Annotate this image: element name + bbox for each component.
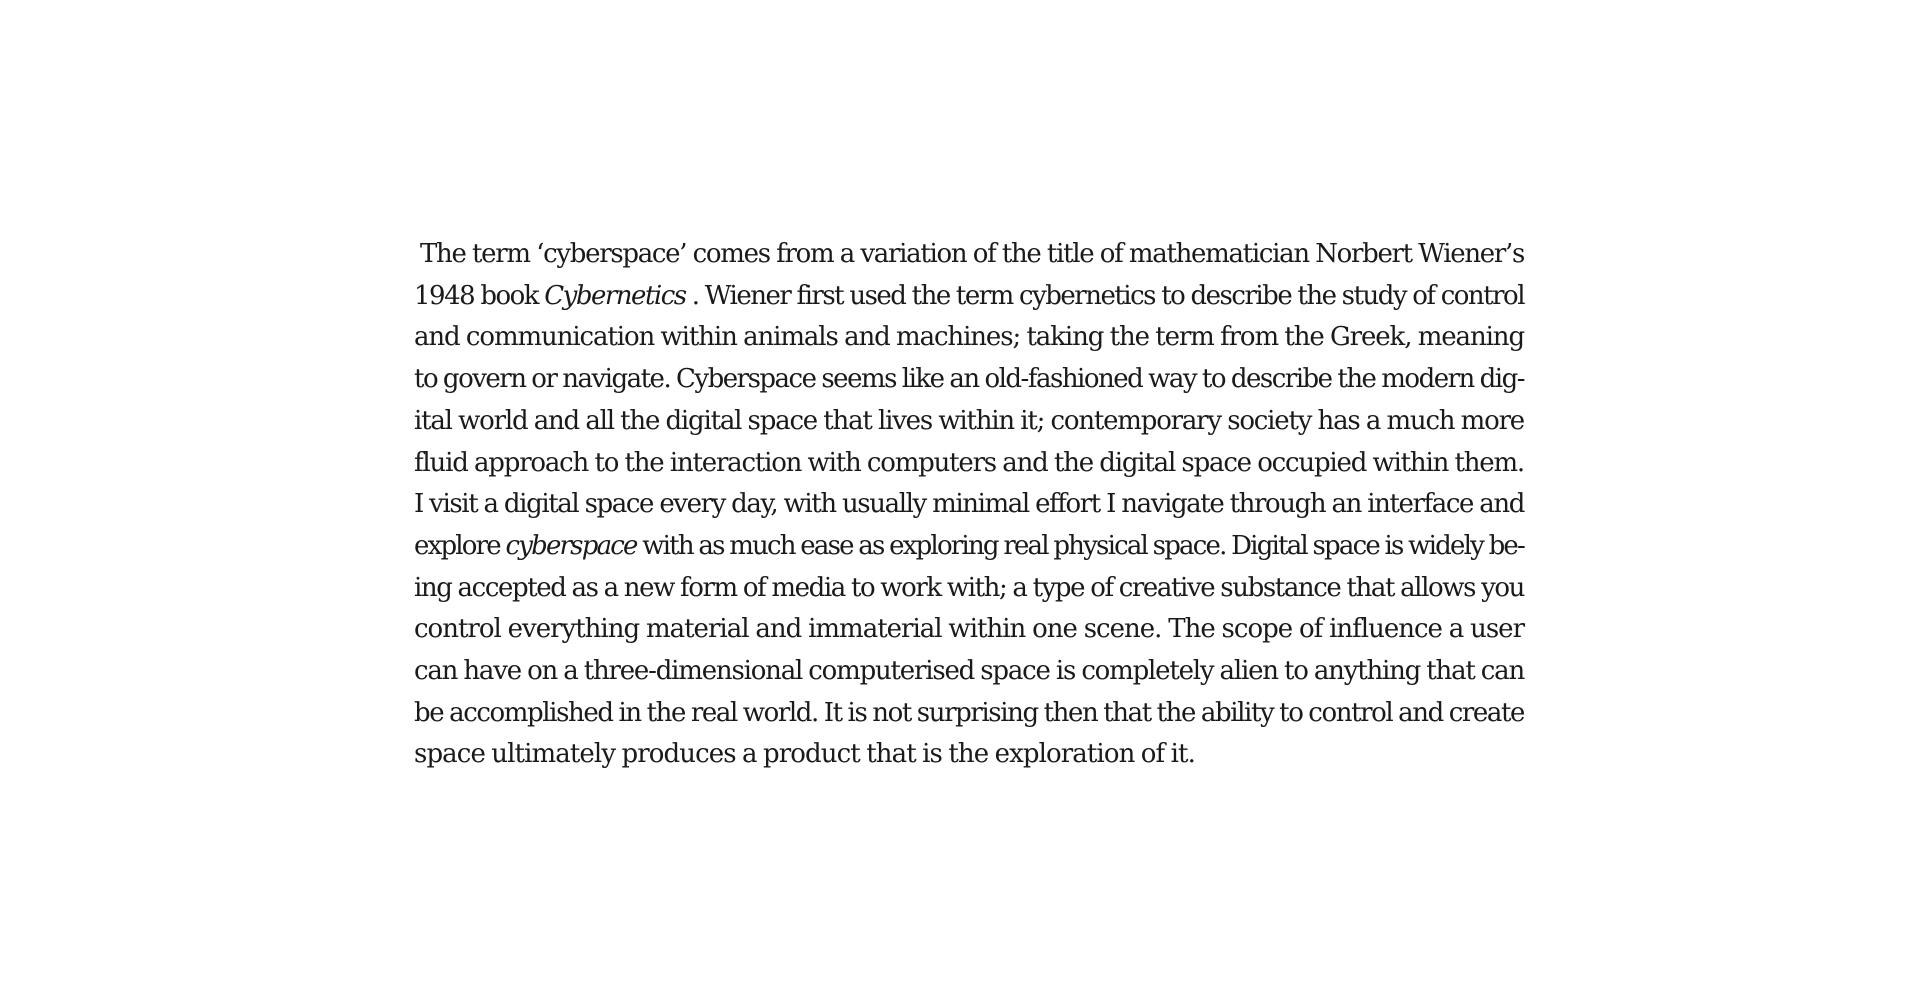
text-run: ing accepted as a new form of media to work with; a type of creative substance that allows you [414, 572, 1524, 603]
paragraph-line [414, 443, 1524, 485]
paragraph-line [414, 651, 1524, 693]
text-run: and communication within animals and machines; taking the term from the Greek, meaning [414, 322, 1524, 353]
text-run: can have on a three-dimensional computerised space is completely alien to anything that can [414, 656, 1524, 687]
paragraph-line [414, 359, 1524, 401]
emphasis-italic: cyberspace [505, 530, 637, 561]
paragraph-line [414, 317, 1524, 359]
paragraph-line [414, 484, 1524, 526]
text-run: space ultimately produces a product that is the exploration of it. [414, 739, 1195, 770]
text-run: control everything material and immaterial within one scene. The scope of influence a user [414, 614, 1524, 645]
text-run: explore [414, 530, 506, 561]
text-run: I visit a digital space every day, with usually minimal effort I navigate through an interface and [414, 489, 1524, 520]
text-run: fluid approach to the interaction with computers and the digital space occupied within them. [414, 447, 1524, 478]
text-run: be accomplished in the real world. It is not surprising then that the ability to control and create [414, 697, 1525, 728]
text-run: to govern or navigate. Cyberspace seems like an old-fashioned way to describe the modern dig- [414, 364, 1524, 395]
paragraph-line [414, 734, 1524, 776]
paragraph-line [414, 568, 1524, 610]
text-run: The term ‘cyberspace’ comes from a variation of the title of mathematician Norbert Wiener’s [420, 239, 1524, 269]
book-title-italic: Cybernetics [544, 280, 686, 311]
text-run: ital world and all the digital space that lives within it; contemporary society has a much more [414, 405, 1524, 436]
text-run: with as much ease as exploring real physical space. Digital space is widely be- [636, 530, 1524, 561]
paragraph-line [414, 693, 1524, 735]
paragraph-line [414, 234, 1524, 276]
text-run: . Wiener first used the term cybernetics to describe the study of control [685, 280, 1525, 311]
paragraph-line [414, 401, 1524, 443]
body-paragraph [414, 234, 1524, 776]
paragraph-line [414, 526, 1524, 568]
paragraph-line [414, 276, 1524, 318]
text-run: 1948 book [414, 280, 545, 311]
paragraph-line [414, 609, 1524, 651]
